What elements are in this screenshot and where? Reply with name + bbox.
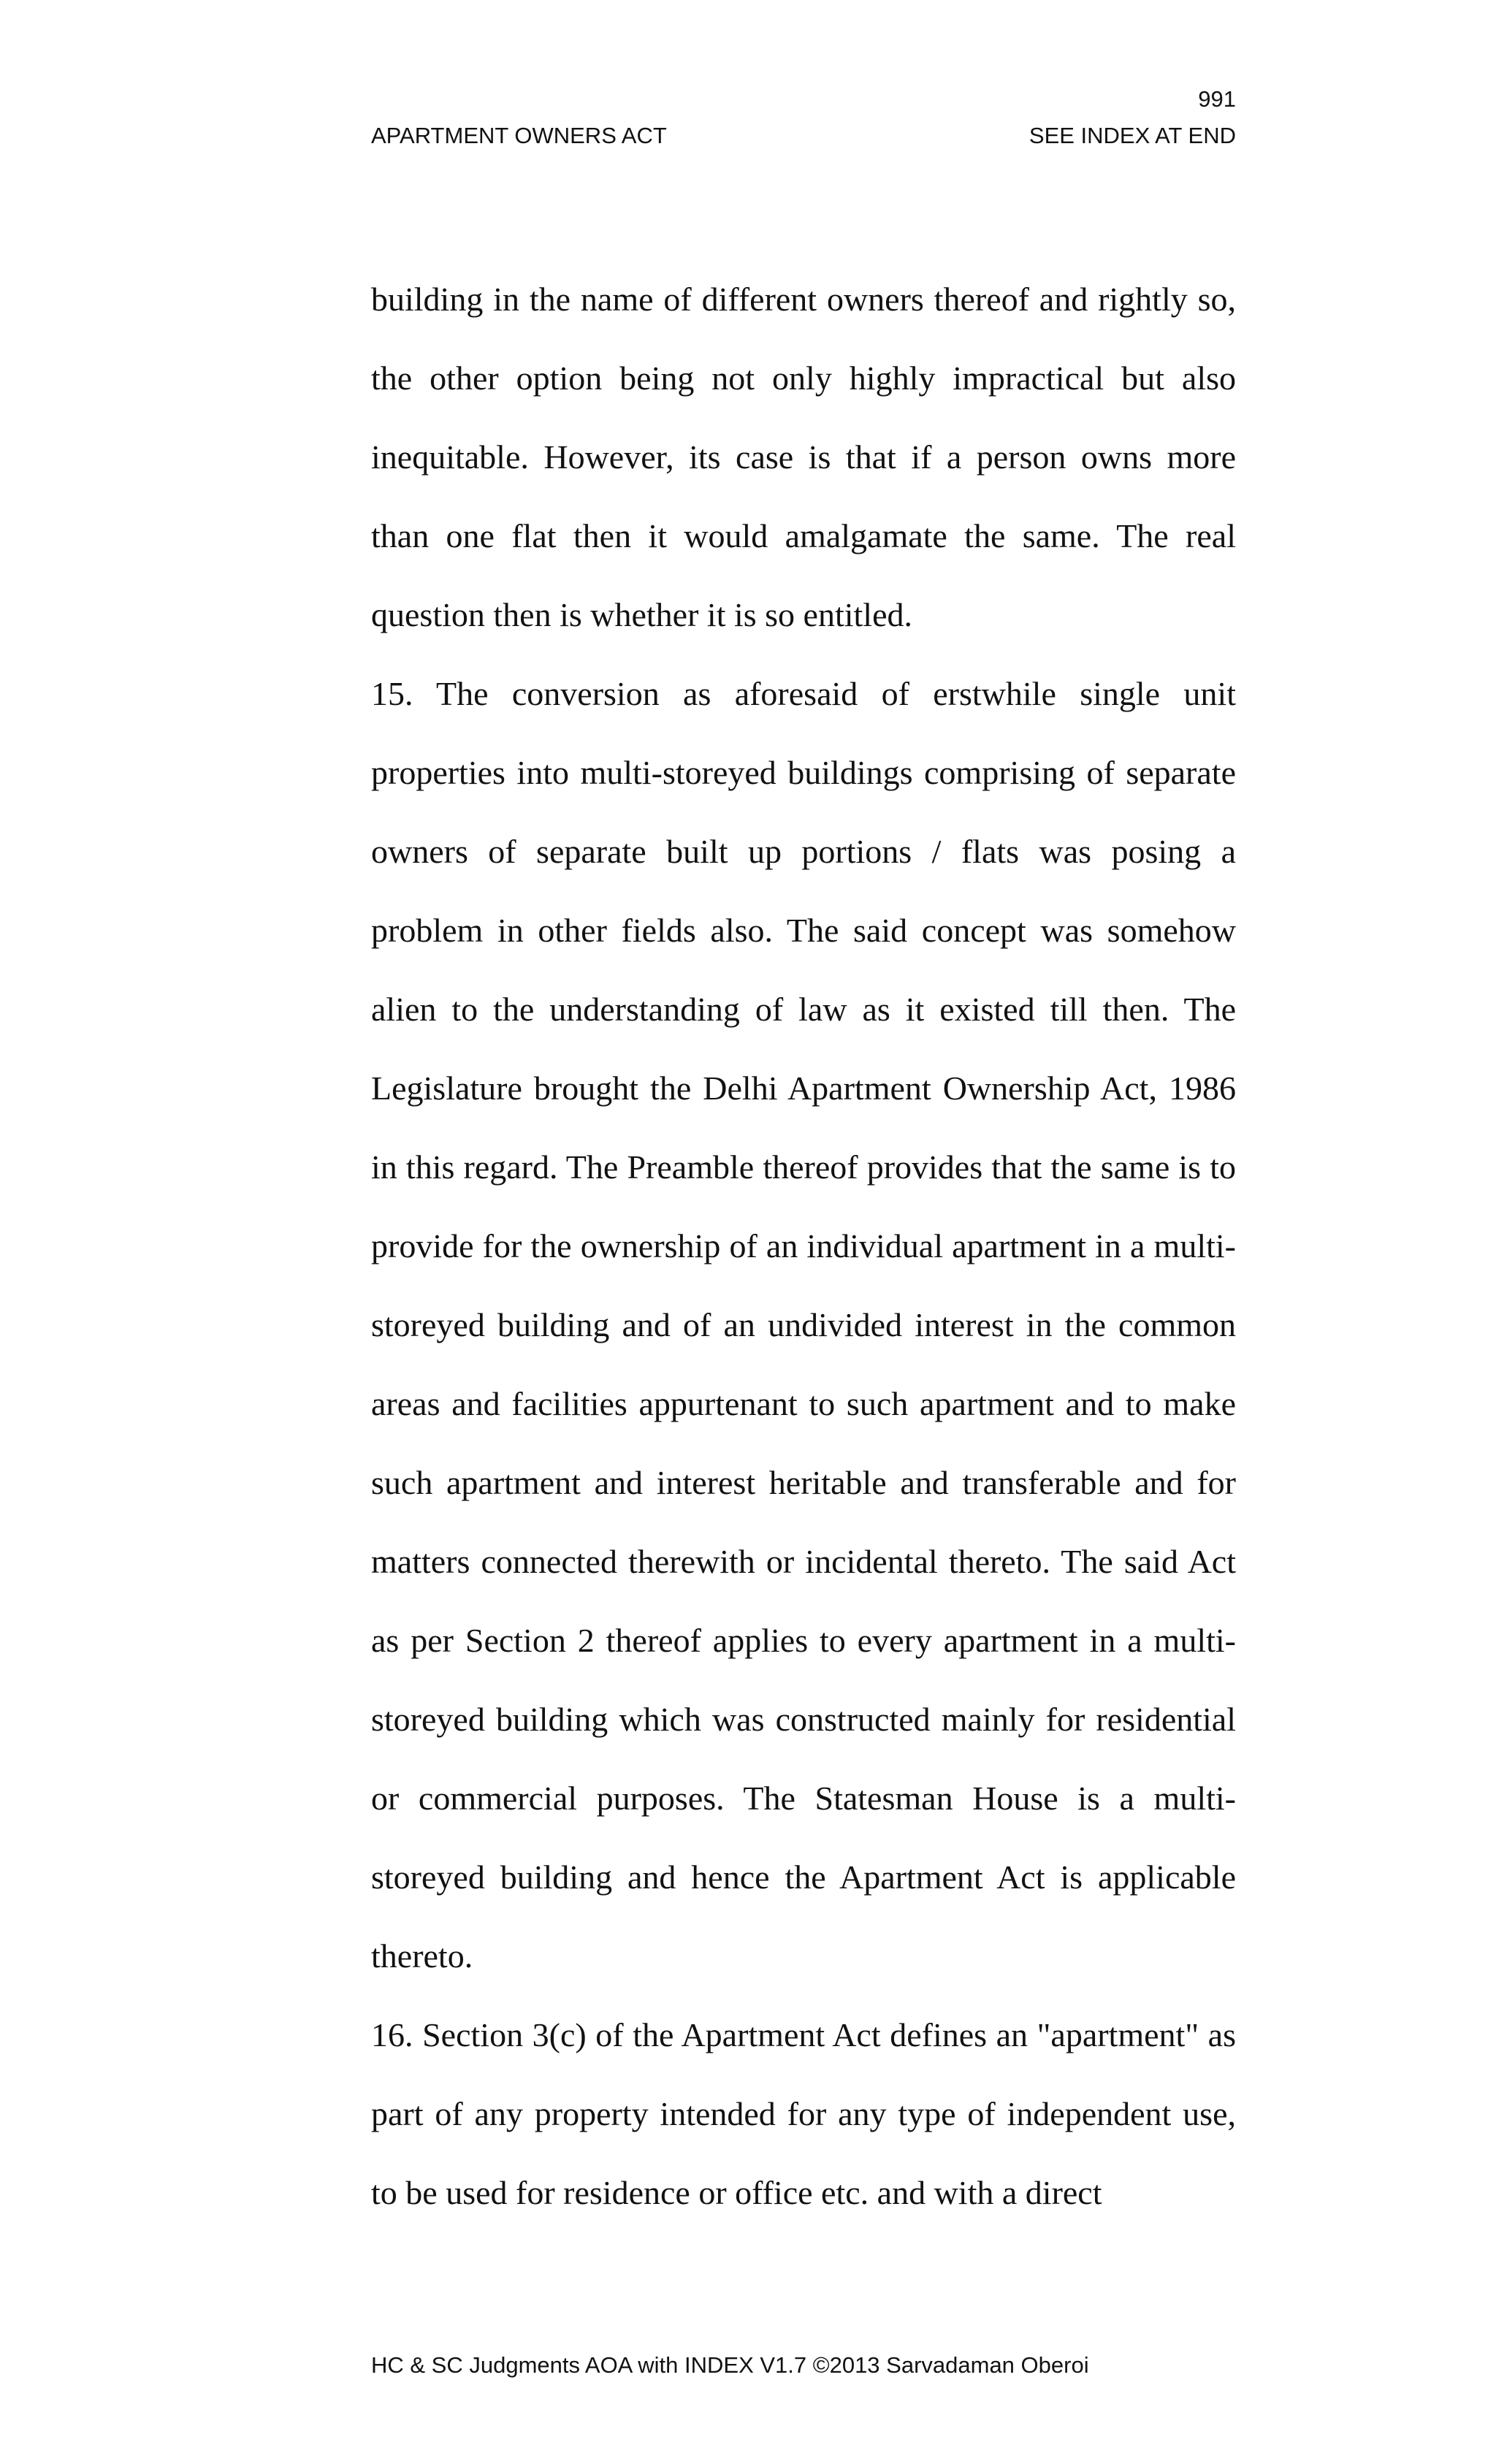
running-header-title: APARTMENT OWNERS ACT bbox=[371, 123, 667, 148]
body-text bbox=[371, 260, 1236, 2232]
running-header-index-note: SEE INDEX AT END bbox=[1028, 123, 1236, 148]
paragraph-16: 16. Section 3(c) of the Apartment Act defines an "apartment" as part of any property intended for any type of independent use, to be used for residence or office etc. and with a direct bbox=[371, 2016, 1236, 2211]
page-number: 991 bbox=[1198, 86, 1236, 112]
paragraph-continuation: building in the name of different owners thereof and rightly so, the other option being not only highly impractical but also inequitable. However, its case is that if a person owns more than one flat then it would amalgamate the same. The real question then is whether it is so entitled. bbox=[371, 281, 1236, 633]
footer-text: HC & SC Judgments AOA with INDEX V1.7 ©2013 Sarvadaman Oberoi bbox=[371, 2352, 1089, 2378]
paragraph-15: 15. The conversion as aforesaid of erstwhile single unit properties into multi-storeyed buildings comprising of separate owners of separate built up portions / flats was posing a problem in other fields also. The said concept was somehow alien to the understanding of law as it existed till then. The Legislature brought the Delhi Apartment Ownership Act, 1986 in this regard. The Preamble thereof provides that the same is to provide for the ownership of an individual apartment in a multi-storeyed building and of an undivided interest in the common areas and facilities appurtenant to such apartment and to make such apartment and interest heritable and transferable and for matters connected therewith or incidental thereto. The said Act as per Section 2 thereof applies to every apartment in a multi-storeyed building which was constructed mainly for residential or commercial purposes. The Statesman House is a multi-storeyed building and hence the Apartment Act is applicable thereto. bbox=[371, 675, 1236, 1975]
